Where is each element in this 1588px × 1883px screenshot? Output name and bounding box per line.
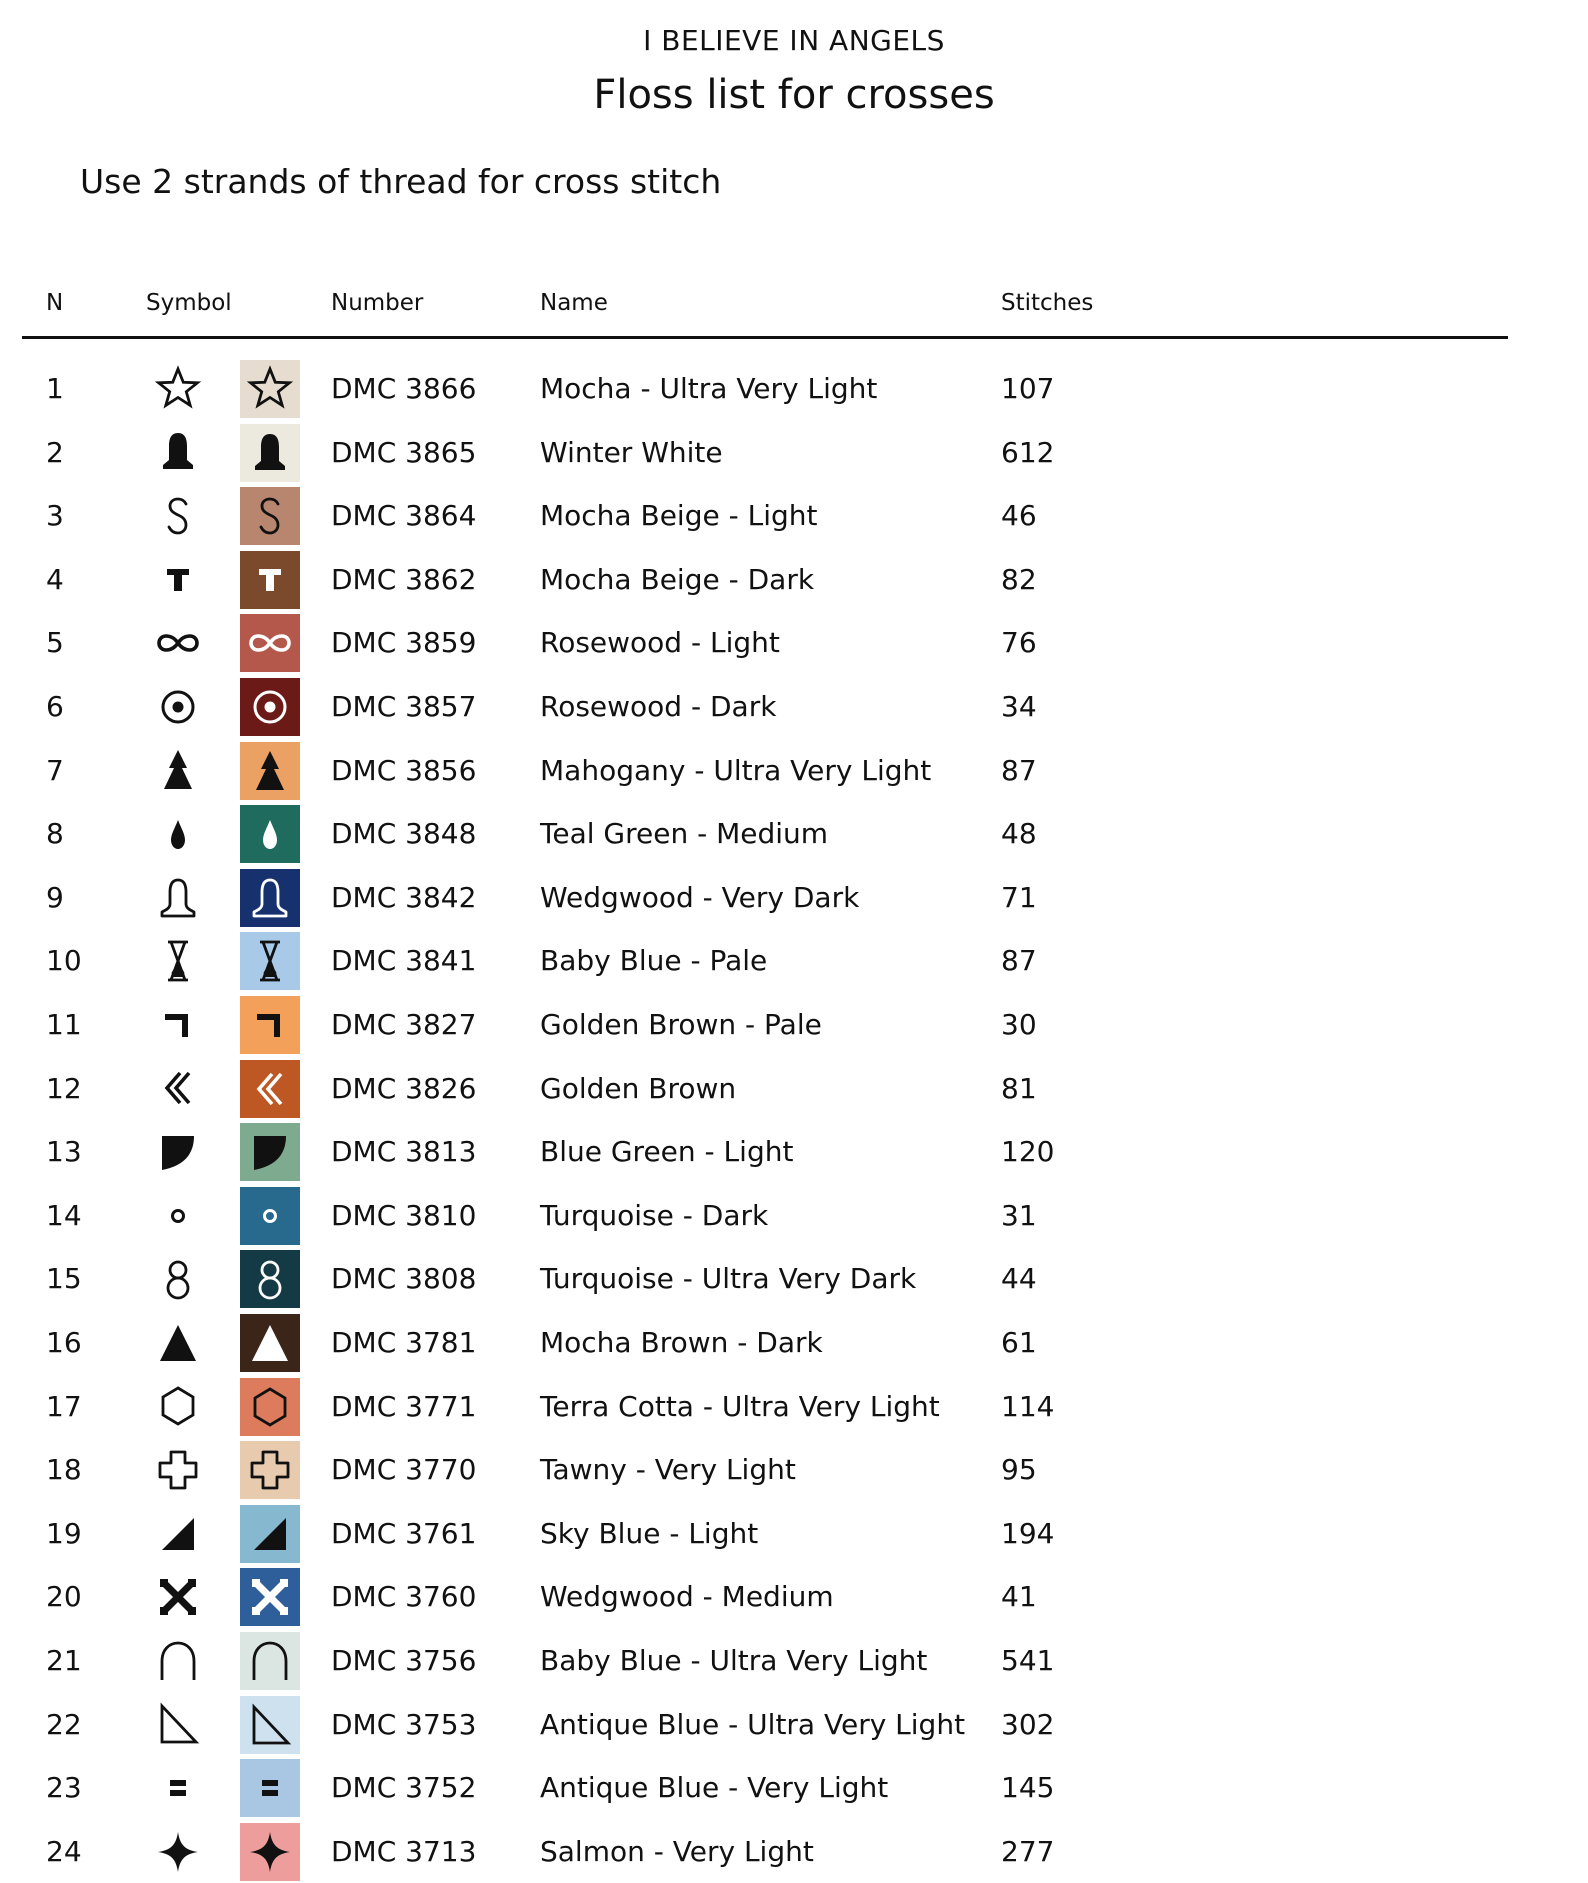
table-row [0,1184,1588,1248]
letter-t-icon [246,556,294,604]
stitch-count: 82 [1001,562,1037,596]
floss-number: DMC 3848 [331,817,477,851]
stitch-count: 107 [1001,372,1055,405]
column-header-number: Number [331,290,424,316]
table-row [0,1502,1588,1566]
floss-number: DMC 3770 [331,1453,477,1487]
table-row [0,1565,1588,1629]
target-icon [246,683,294,731]
stitch-count: 87 [1001,944,1037,978]
floss-number: DMC 3756 [331,1644,477,1677]
stitch-count: 41 [1001,1580,1037,1614]
color-swatch [240,1250,300,1308]
table-row [0,1375,1588,1439]
stitch-count: 34 [1001,690,1037,723]
floss-number: DMC 3810 [331,1198,477,1232]
floss-name: Antique Blue - Very Light [540,1771,889,1805]
floss-name: Rosewood - Dark [540,690,777,723]
table-row [0,1311,1588,1375]
bell-solid-icon [246,429,294,477]
floss-name: Mocha Beige - Light [540,499,818,533]
stitch-count: 302 [1001,1707,1055,1741]
table-row [0,929,1588,993]
floss-name: Golden Brown [540,1071,737,1105]
color-swatch [240,1505,300,1563]
arch-icon [148,1629,208,1693]
table-row [0,357,1588,421]
color-swatch [240,932,300,990]
floss-number: DMC 3813 [331,1135,477,1169]
floss-name: Antique Blue - Ultra Very Light [540,1707,966,1741]
row-number: 19 [46,1516,82,1550]
table-row [0,866,1588,930]
floss-name: Turquoise - Dark [540,1198,769,1232]
color-swatch [240,996,300,1054]
color-swatch [240,487,300,545]
drop-icon [148,802,208,866]
floss-name: Wedgwood - Medium [540,1580,834,1614]
color-swatch [240,424,300,482]
row-number: 2 [46,435,64,469]
row-number: 11 [46,1008,82,1041]
color-swatch [240,869,300,927]
stitch-count: 277 [1001,1834,1055,1868]
letter-s-icon [246,492,294,540]
color-swatch [240,1441,300,1499]
x-cross-icon [148,1565,208,1629]
floss-number: DMC 3865 [331,435,477,469]
color-swatch [240,1314,300,1372]
four-point-star-icon [148,1820,208,1883]
floss-number: DMC 3864 [331,499,477,533]
stitch-count: 46 [1001,499,1037,533]
star-outline-icon [246,365,294,413]
floss-number: DMC 3761 [331,1516,477,1550]
row-number: 7 [46,753,64,787]
infinity-icon [148,611,208,675]
stitch-count: 145 [1001,1771,1055,1805]
equals-icon [148,1756,208,1820]
table-row [0,802,1588,866]
floss-number: DMC 3826 [331,1071,477,1105]
table-row [0,1120,1588,1184]
color-swatch [240,551,300,609]
table-row [0,1247,1588,1311]
row-number: 23 [46,1771,82,1805]
color-swatch [240,1632,300,1690]
floss-name: Baby Blue - Ultra Very Light [540,1644,928,1677]
color-swatch [240,1123,300,1181]
table-row [0,1629,1588,1693]
floss-name: Winter White [540,435,723,469]
floss-number: DMC 3862 [331,562,477,596]
floss-name: Sky Blue - Light [540,1516,759,1550]
table-row [0,1693,1588,1757]
figure-eight-icon [148,1247,208,1311]
floss-name: Blue Green - Light [540,1135,794,1169]
row-number: 8 [46,817,64,851]
table-row [0,1057,1588,1121]
row-number: 21 [46,1644,82,1677]
row-number: 1 [46,372,64,405]
quarter-leaf-icon [246,1128,294,1176]
stitch-count: 31 [1001,1198,1037,1232]
floss-name: Mocha Beige - Dark [540,562,815,596]
column-header-symbol: Symbol [146,290,232,316]
floss-name: Tawny - Very Light [540,1453,796,1487]
double-chevron-icon [148,1057,208,1121]
hourglass-icon [246,937,294,985]
table-row [0,611,1588,675]
floss-number: DMC 3842 [331,880,477,914]
floss-number: DMC 3866 [331,372,477,405]
triangle-solid-icon [246,1319,294,1367]
floss-name: Mocha - Ultra Very Light [540,372,878,405]
floss-name: Teal Green - Medium [540,817,829,851]
floss-number: DMC 3857 [331,690,477,723]
equals-icon [246,1764,294,1812]
floss-number: DMC 3781 [331,1326,477,1359]
color-swatch [240,1187,300,1245]
stitch-count: 120 [1001,1135,1055,1169]
row-number: 22 [46,1707,82,1741]
bell-solid-icon [148,421,208,485]
floss-number: DMC 3827 [331,1008,477,1041]
row-number: 3 [46,499,64,533]
bell-outline-icon [148,866,208,930]
stitch-count: 76 [1001,626,1037,660]
row-number: 16 [46,1326,82,1359]
arch-icon [246,1637,294,1685]
row-number: 17 [46,1389,82,1423]
document-title: Floss list for crosses [593,72,995,118]
floss-name: Terra Cotta - Ultra Very Light [540,1389,940,1423]
stitch-count: 95 [1001,1453,1037,1487]
row-number: 10 [46,944,82,978]
triangle-solid-icon [148,1311,208,1375]
four-point-star-icon [246,1828,294,1876]
tree-arrow-icon [148,739,208,803]
row-number: 12 [46,1071,82,1105]
row-number: 6 [46,690,64,723]
row-number: 24 [46,1834,82,1868]
hexagon-outline-icon [148,1375,208,1439]
floss-number: DMC 3859 [331,626,477,660]
small-circle-icon [148,1184,208,1248]
floss-number: DMC 3752 [331,1771,477,1805]
color-swatch [240,1568,300,1626]
floss-name: Wedgwood - Very Dark [540,880,860,914]
cross-outline-icon [148,1438,208,1502]
table-row [0,548,1588,612]
floss-number: DMC 3771 [331,1389,477,1423]
table-row [0,739,1588,803]
floss-name: Mocha Brown - Dark [540,1326,823,1359]
right-wedge-icon [148,1502,208,1566]
table-row [0,993,1588,1057]
row-number: 15 [46,1262,82,1296]
figure-eight-icon [246,1255,294,1303]
row-number: 13 [46,1135,82,1169]
corner-icon [148,993,208,1057]
color-swatch [240,1823,300,1881]
row-number: 18 [46,1453,82,1487]
column-header-name: Name [540,290,608,316]
column-header-n: N [46,290,64,316]
tree-arrow-icon [246,747,294,795]
floss-name: Rosewood - Light [540,626,780,660]
stitch-count: 81 [1001,1071,1037,1105]
floss-name: Golden Brown - Pale [540,1008,822,1041]
strand-instruction: Use 2 strands of thread for cross stitch [80,162,722,201]
table-row [0,675,1588,739]
stitch-count: 612 [1001,435,1055,469]
bell-outline-icon [246,874,294,922]
floss-number: DMC 3808 [331,1262,477,1296]
stitch-count: 541 [1001,1644,1055,1677]
stitch-count: 71 [1001,880,1037,914]
infinity-icon [246,619,294,667]
table-row [0,421,1588,485]
row-number: 4 [46,562,64,596]
hexagon-outline-icon [246,1383,294,1431]
corner-icon [246,1001,294,1049]
small-circle-icon [246,1192,294,1240]
letter-t-icon [148,548,208,612]
table-row [0,1438,1588,1502]
floss-name: Salmon - Very Light [540,1834,814,1868]
color-swatch [240,614,300,672]
quarter-leaf-icon [148,1120,208,1184]
stitch-count: 30 [1001,1008,1037,1041]
floss-name: Mahogany - Ultra Very Light [540,753,932,787]
row-number: 9 [46,880,64,914]
color-swatch [240,1060,300,1118]
row-number: 14 [46,1198,82,1232]
stitch-count: 194 [1001,1516,1055,1550]
color-swatch [240,742,300,800]
color-swatch [240,1696,300,1754]
row-number: 20 [46,1580,82,1614]
cross-outline-icon [246,1446,294,1494]
table-row [0,1820,1588,1883]
floss-number: DMC 3760 [331,1580,477,1614]
floss-name: Baby Blue - Pale [540,944,768,978]
star-outline-icon [148,357,208,421]
row-number: 5 [46,626,64,660]
stitch-count: 48 [1001,817,1037,851]
stitch-count: 61 [1001,1326,1037,1359]
stitch-count: 44 [1001,1262,1037,1296]
table-row [0,1756,1588,1820]
table-row [0,484,1588,548]
floss-number: DMC 3841 [331,944,477,978]
x-cross-icon [246,1573,294,1621]
floss-name: Turquoise - Ultra Very Dark [540,1262,917,1296]
document-subtitle: I BELIEVE IN ANGELS [643,24,945,57]
stitch-count: 114 [1001,1389,1055,1423]
stitch-count: 87 [1001,753,1037,787]
double-chevron-icon [246,1065,294,1113]
color-swatch [240,805,300,863]
target-icon [148,675,208,739]
drop-icon [246,810,294,858]
color-swatch [240,1759,300,1817]
color-swatch [240,360,300,418]
right-triangle-outline-icon [246,1701,294,1749]
color-swatch [240,1378,300,1436]
right-wedge-icon [246,1510,294,1558]
hourglass-icon [148,929,208,993]
floss-number: DMC 3713 [331,1834,477,1868]
letter-s-icon [148,484,208,548]
right-triangle-outline-icon [148,1693,208,1757]
floss-number: DMC 3856 [331,753,477,787]
column-header-stitches: Stitches [1001,290,1094,316]
floss-number: DMC 3753 [331,1707,477,1741]
color-swatch [240,678,300,736]
